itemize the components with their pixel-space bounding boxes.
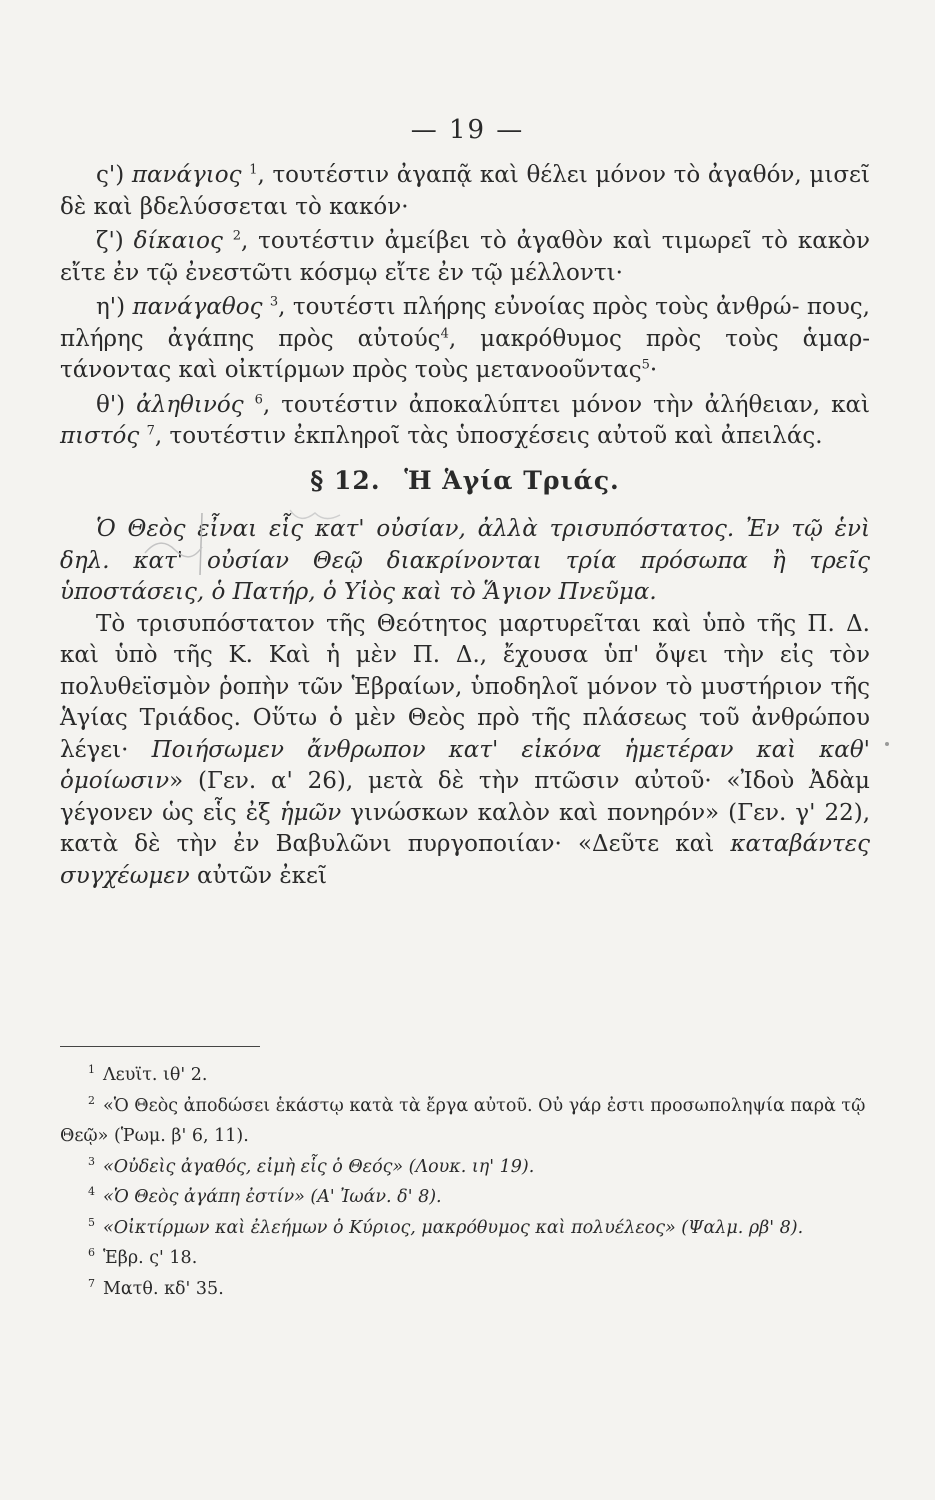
footnote-number: 3 <box>88 1154 95 1168</box>
text-segment: πους, πλήρης ἀγάπης πρὸς αὐτούς <box>60 294 870 352</box>
attribute-term: πιστός <box>60 423 140 449</box>
footnote-text: Λευϊτ. ιθ' 2. <box>103 1065 208 1085</box>
text-segment: , μακρόθυμος πρὸς τοὺς ἁμαρ- <box>448 325 870 352</box>
paragraph-attribute-8 <box>60 292 870 387</box>
footnotes <box>60 1060 870 1304</box>
footnote-text: «Οὐδεὶς ἀγαθός, εἰμὴ εἷς ὁ Θεός» (Λουκ. ιη' 19). <box>103 1156 535 1177</box>
footnote <box>60 1274 870 1305</box>
text-segment: καὶ <box>831 391 871 418</box>
attribute-term: δίκαιος <box>133 228 223 254</box>
footnote-ref: 1 <box>249 162 258 178</box>
paragraph-trinity-testimony <box>60 609 870 893</box>
footnote-text: «Ὁ Θεὸς ἀποδώσει ἑκάστῳ κατὰ τὰ ἔργα αὐτοῦ. Οὐ γάρ ἐστι προσωποληψία παρὰ τῷ Θεῷ» (Ῥωμ. β' 6, 11). <box>60 1095 866 1146</box>
item-label: ς') <box>96 162 125 188</box>
attribute-term: πανάγαθος <box>132 294 263 320</box>
attribute-term: πανάγιος <box>131 162 242 188</box>
footnote-text: «Ὁ Θεὸς ἀγάπη ἐστίν» (Α' Ἰωάν. δ' 8). <box>103 1187 442 1207</box>
footnote-text: Ἑβρ. ς' 18. <box>103 1248 198 1268</box>
footnote-ref: 6 <box>254 391 263 407</box>
quote-segment: Ποιήσωμεν ἄνθρωπον κατ' εἰκόνα ἡμετέραν καὶ καθ' ὁμοίωσιν <box>60 736 871 794</box>
section-heading <box>60 465 870 497</box>
text-segment: αὐτῶν ἐκεῖ <box>197 862 327 889</box>
footnote-number: 2 <box>88 1093 95 1107</box>
text-segment: Ὁ Θεὸς εἶναι εἷς κατ' οὐσίαν, ἀλλὰ τρισυπόστατος. Ἐν τῷ ἑνὶ δηλ. κατ' οὐσίαν Θεῷ διακρίνονται τρία πρόσωπα ἢ τρεῖς ὑποστάσεις, ὁ Πατήρ, ὁ Υἱὸς καὶ τὸ Ἅγιον Πνεῦμα. <box>60 516 870 605</box>
paragraph-attribute-7 <box>60 226 870 289</box>
text-segment: , τουτέστιν ἀγαπᾷ καὶ θέλει μόνον τὸ ἀγαθόν, <box>257 162 802 188</box>
footnote-ref: 7 <box>146 423 155 439</box>
paragraph-trinity-intro <box>60 514 870 609</box>
text-segment: κακὸν εἴτε ἐν τῷ ἐνεστῶτι κόσμῳ εἴτε ἐν τῷ μέλλοντι· <box>60 228 871 286</box>
text-segment: ἀπειλάς. <box>720 423 823 449</box>
text-segment: , τουτέστιν ἀμείβει τὸ ἀγαθὸν καὶ τιμωρεῖ τὸ <box>241 228 789 254</box>
section-title: Ἡ Ἁγία Τριάς. <box>404 465 620 495</box>
footnote <box>60 1060 870 1091</box>
footnote <box>60 1152 870 1183</box>
paragraph-attribute-9 <box>60 390 870 453</box>
footnote <box>60 1213 870 1244</box>
quote-segment: καταβάντες συγχέωμεν <box>60 831 870 889</box>
quote-segment: ἡμῶν <box>279 799 342 826</box>
footnote <box>60 1091 870 1152</box>
footnote-rule <box>60 1046 260 1047</box>
item-label: η') <box>96 294 126 320</box>
footnote-ref: 3 <box>269 294 279 310</box>
page-number: — 19 — <box>410 115 525 145</box>
paragraph-attribute-6 <box>60 160 870 223</box>
footnote-ref: 2 <box>232 228 241 244</box>
footnote-text: Ματθ. κδ' 35. <box>103 1278 224 1299</box>
text-segment: Τὸ τρισυπόστατον τῆς Θεότητος μαρτυρεῖται καὶ ὑπὸ τῆς Π. Δ. καὶ ὑπὸ τῆς Κ. Καὶ ἡ μὲν Π. Δ., ἔχουσα ὑπ' ὄψει τὴν εἰς τὸν πολυθεϊσμὸν ῥοπὴν τῶν Ἑβραίων, ὑποδηλοῖ μόνον τὸ μυστήριον τῆς Ἁγίας Τριάδος. Οὕτω ὁ μὲν Θεὸς πρὸ τῆς πλάσεως τοῦ ἀνθρώπου λέγει· <box>60 610 870 763</box>
text-segment: , τουτέστιν ἐκπληροῖ τὰς ὑποσχέσεις αὐτοῦ καὶ <box>154 423 714 449</box>
item-label: ζ') <box>96 228 124 254</box>
attribute-term: ἀληθινός <box>136 391 244 418</box>
section-number: § 12. <box>310 465 381 495</box>
text-segment: γινώσκων καλὸν καὶ πονηρόν» (Γεν. γ' 22), κατὰ δὲ τὴν ἐν Βαβυλῶνι πυργοποιίαν· «Δεῦτε καὶ <box>60 799 871 857</box>
footnote-ref: 5 <box>641 357 650 373</box>
item-label: θ') <box>96 391 126 418</box>
footnote-text: «Οἰκτίρμων καὶ ἐλεήμων ὁ Κύριος, μακρόθυμος καὶ πολυέλεος» (Ψαλμ. ρβ' 8). <box>103 1217 804 1238</box>
main-text <box>60 160 870 892</box>
text-segment: · <box>649 357 658 383</box>
footnote <box>60 1182 870 1213</box>
footnote <box>60 1243 870 1274</box>
footnote-number: 6 <box>88 1246 95 1260</box>
footnote-number: 7 <box>88 1276 95 1290</box>
text-segment: , τουτέστιν ἀποκαλύπτει μόνον τὴν ἀλήθειαν, <box>262 391 821 418</box>
paper-speck <box>885 742 889 746</box>
footnote-number: 1 <box>88 1063 95 1077</box>
footnote-number: 4 <box>88 1185 95 1199</box>
text-segment: τάνοντας καὶ οἰκτίρμων πρὸς τοὺς μετανοοῦντας <box>60 357 642 383</box>
text-segment: , τουτέστι πλήρης εὐνοίας πρὸς τοὺς ἀνθρώ- <box>278 294 800 320</box>
text-segment: μισεῖ δὲ καὶ βδελύσσεται τὸ κακόν· <box>60 162 870 220</box>
footnote-number: 5 <box>88 1215 95 1229</box>
footnote-ref: 4 <box>440 325 449 341</box>
text-segment: » (Γεν. α' 26), μετὰ δὲ τὴν πτῶσιν αὐτοῦ· «Ἰδοὺ Ἀδὰμ γέγονεν ὡς εἷς ἐξ <box>60 768 870 826</box>
